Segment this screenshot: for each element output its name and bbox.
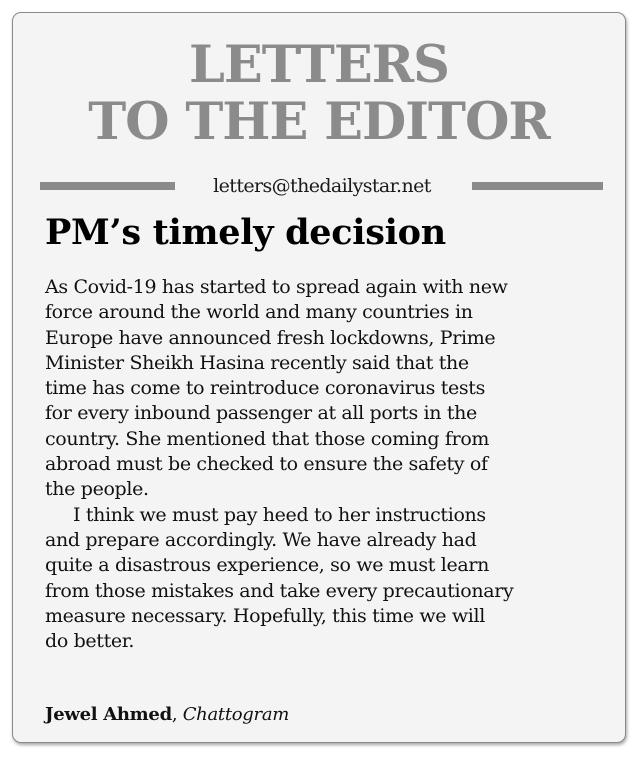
body-line: measure necessary. Hopefully, this time we will xyxy=(45,604,485,627)
body-line: force around the world and many countries in xyxy=(45,301,473,324)
body-line: do better. xyxy=(45,630,135,653)
author-separator: , xyxy=(171,704,183,725)
body-line: from those mistakes and take every precautionary xyxy=(45,579,514,602)
masthead-title-line2: TO THE EDITOR xyxy=(88,92,550,152)
author-location: Chattogram xyxy=(182,704,290,725)
letter-body xyxy=(45,275,605,654)
body-line: Minister Sheikh Hasina recently said that the xyxy=(45,351,469,374)
email-row xyxy=(40,173,603,199)
body-line: quite a disastrous experience, so we must learn xyxy=(45,554,489,577)
body-line: country. She mentioned that those coming from xyxy=(45,427,490,450)
body-line: for every inbound passenger at all ports in the xyxy=(45,402,477,425)
author-name: Jewel Ahmed xyxy=(45,704,172,725)
body-line: Europe have announced fresh lockdowns, Prime xyxy=(45,326,496,349)
letter-signature xyxy=(45,703,289,727)
body-line: I think we must pay heed to her instructions xyxy=(73,503,486,526)
letter-card xyxy=(12,12,626,743)
body-line: As Covid-19 has started to spread again with new xyxy=(45,276,508,298)
letter-headline: PM’s timely decision xyxy=(45,212,446,253)
divider-left xyxy=(40,182,175,190)
masthead-title-line1: LETTERS xyxy=(189,35,449,95)
body-line: the people. xyxy=(45,478,149,501)
divider-right xyxy=(472,182,603,190)
body-line: abroad must be checked to ensure the safety of xyxy=(45,453,488,476)
body-line: and prepare accordingly. We have already had xyxy=(45,528,477,551)
body-line: time has come to reintroduce coronavirus tests xyxy=(45,377,485,400)
editor-email: letters@thedailystar.net xyxy=(213,175,431,197)
